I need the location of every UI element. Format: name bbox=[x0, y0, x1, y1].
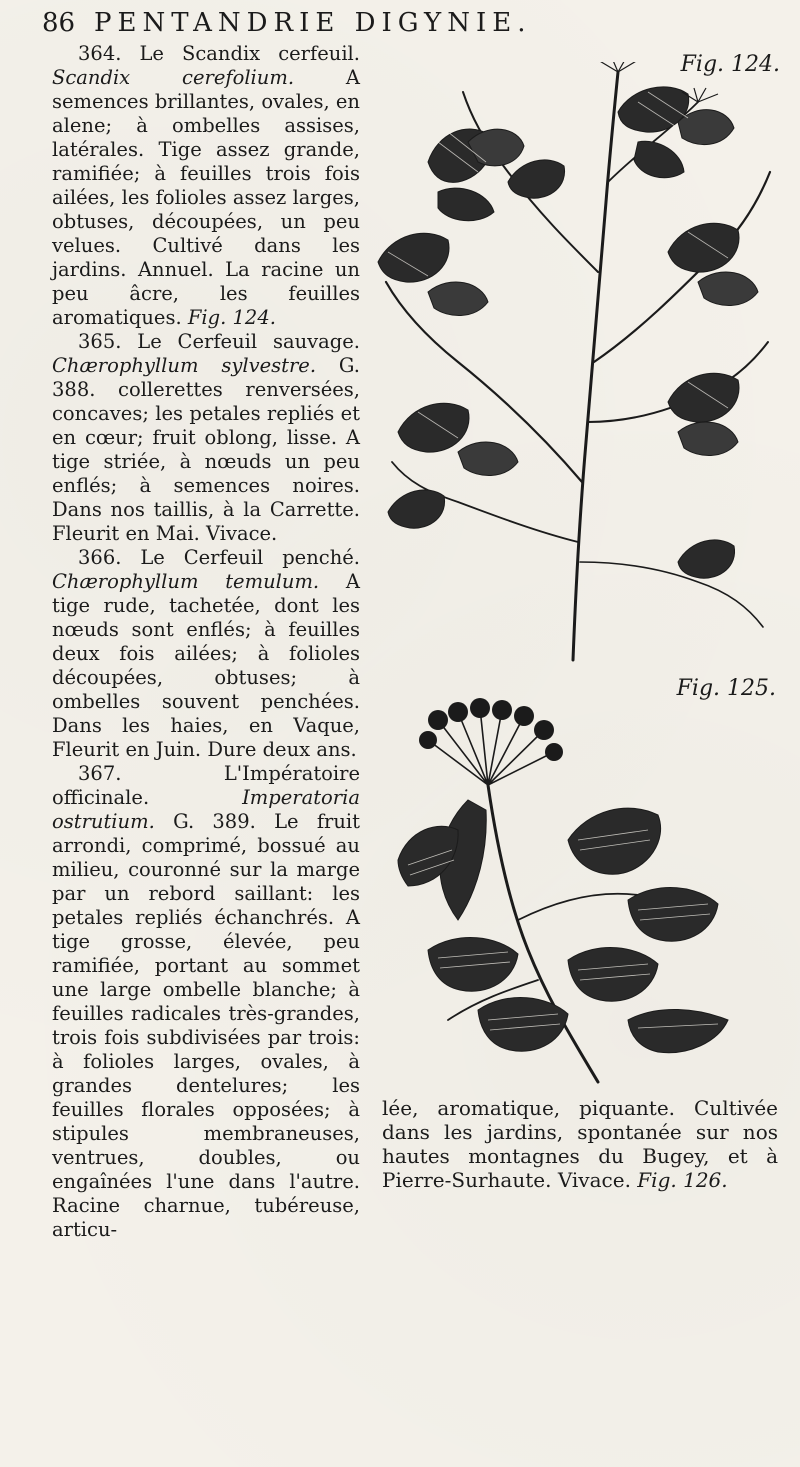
entry-common-name: Le Cerfeuil sauvage. bbox=[137, 330, 361, 353]
continuation-description: lée, aromatique, piquante. Cultivée dans les jardins, spontanée sur nos hautes montagnes du Bugey, et à Pierre-Surhaute. Vivace. bbox=[382, 1096, 778, 1192]
entry-number: 364. bbox=[78, 42, 122, 65]
entry-scientific-name: Imperatoria ostrutium. bbox=[52, 786, 360, 833]
continuation-text bbox=[382, 1096, 778, 1192]
figure-label: Fig. 125. bbox=[676, 676, 776, 701]
entry-scientific-name: Scandix cerefolium. bbox=[52, 66, 295, 89]
continuation-figure-ref: Fig. 126. bbox=[637, 1168, 728, 1192]
entry-common-name: L'Impératoire officinale. bbox=[52, 762, 360, 809]
entry-scientific-name: Chærophyllum sylvestre. bbox=[52, 354, 317, 377]
entry-common-name: Le Cerfeuil penché. bbox=[140, 546, 360, 569]
running-head: PENTANDRIE DIGYNIE. bbox=[94, 8, 532, 38]
figure-label: Fig. 124. bbox=[680, 52, 780, 77]
entry-366 bbox=[52, 546, 360, 762]
entry-number: 366. bbox=[78, 546, 122, 569]
entry-365 bbox=[52, 330, 360, 546]
entry-number: 367. bbox=[78, 762, 122, 785]
entry-description: A semences brillantes, ovales, en alene; à ombelles assises, latérales. Tige assez grande, ramifiée; à feuilles trois fois ailées, les folioles assez larges, obtuses, découpées, un peu velues. Cultivé dans les jardins. Annuel. La racine un peu âcre, les feuilles aromatiques. bbox=[52, 66, 360, 329]
entry-common-name: Le Scandix cerfeuil. bbox=[139, 42, 360, 65]
text-column bbox=[52, 42, 360, 1242]
entry-364 bbox=[52, 42, 360, 330]
plant-engraving-fig-125 bbox=[368, 690, 778, 1090]
entry-description: A tige rude, tachetée, dont les nœuds sont enflés; à feuilles deux fois ailées; à folioles découpées, obtuses; à ombelles souvent penchées. Dans les haies, en Vaque, Fleurit en Juin. Dure deux ans. bbox=[52, 570, 361, 761]
entry-number: 365. bbox=[78, 330, 122, 353]
plant-engraving-fig-124 bbox=[368, 62, 778, 662]
entry-figure-ref: Fig. 124. bbox=[187, 306, 276, 329]
entry-description: G. 389. Le fruit arrondi, comprimé, bossué au milieu, couronné sur la marge par un rebord saillant: les petales repliés échanchrés. A tige grosse, élevée, peu ramifiée, portant au sommet une large ombelle blanche; à feuilles radicales très-grandes, trois fois subdivisées par trois: à folioles larges, ovales, à grandes dentelures; les feuilles florales opposées; à stipules membraneuses, ventrues, doubles, ou engaînées l'une dans l'autre. Racine charnue, tubéreuse, articu- bbox=[52, 810, 360, 1241]
figure-column bbox=[368, 40, 780, 1088]
entry-367 bbox=[52, 762, 360, 1242]
entry-scientific-name: Chærophyllum temulum. bbox=[52, 570, 320, 593]
entry-description: G. 388. collerettes renversées, concaves; les petales repliés et en cœur; fruit oblong, lisse. A tige striée, à nœuds un peu enflés; à semences noires. Dans nos taillis, à la Carrette. Fleurit en Mai. Vivace. bbox=[52, 354, 361, 545]
page-number: 86 bbox=[42, 8, 76, 38]
